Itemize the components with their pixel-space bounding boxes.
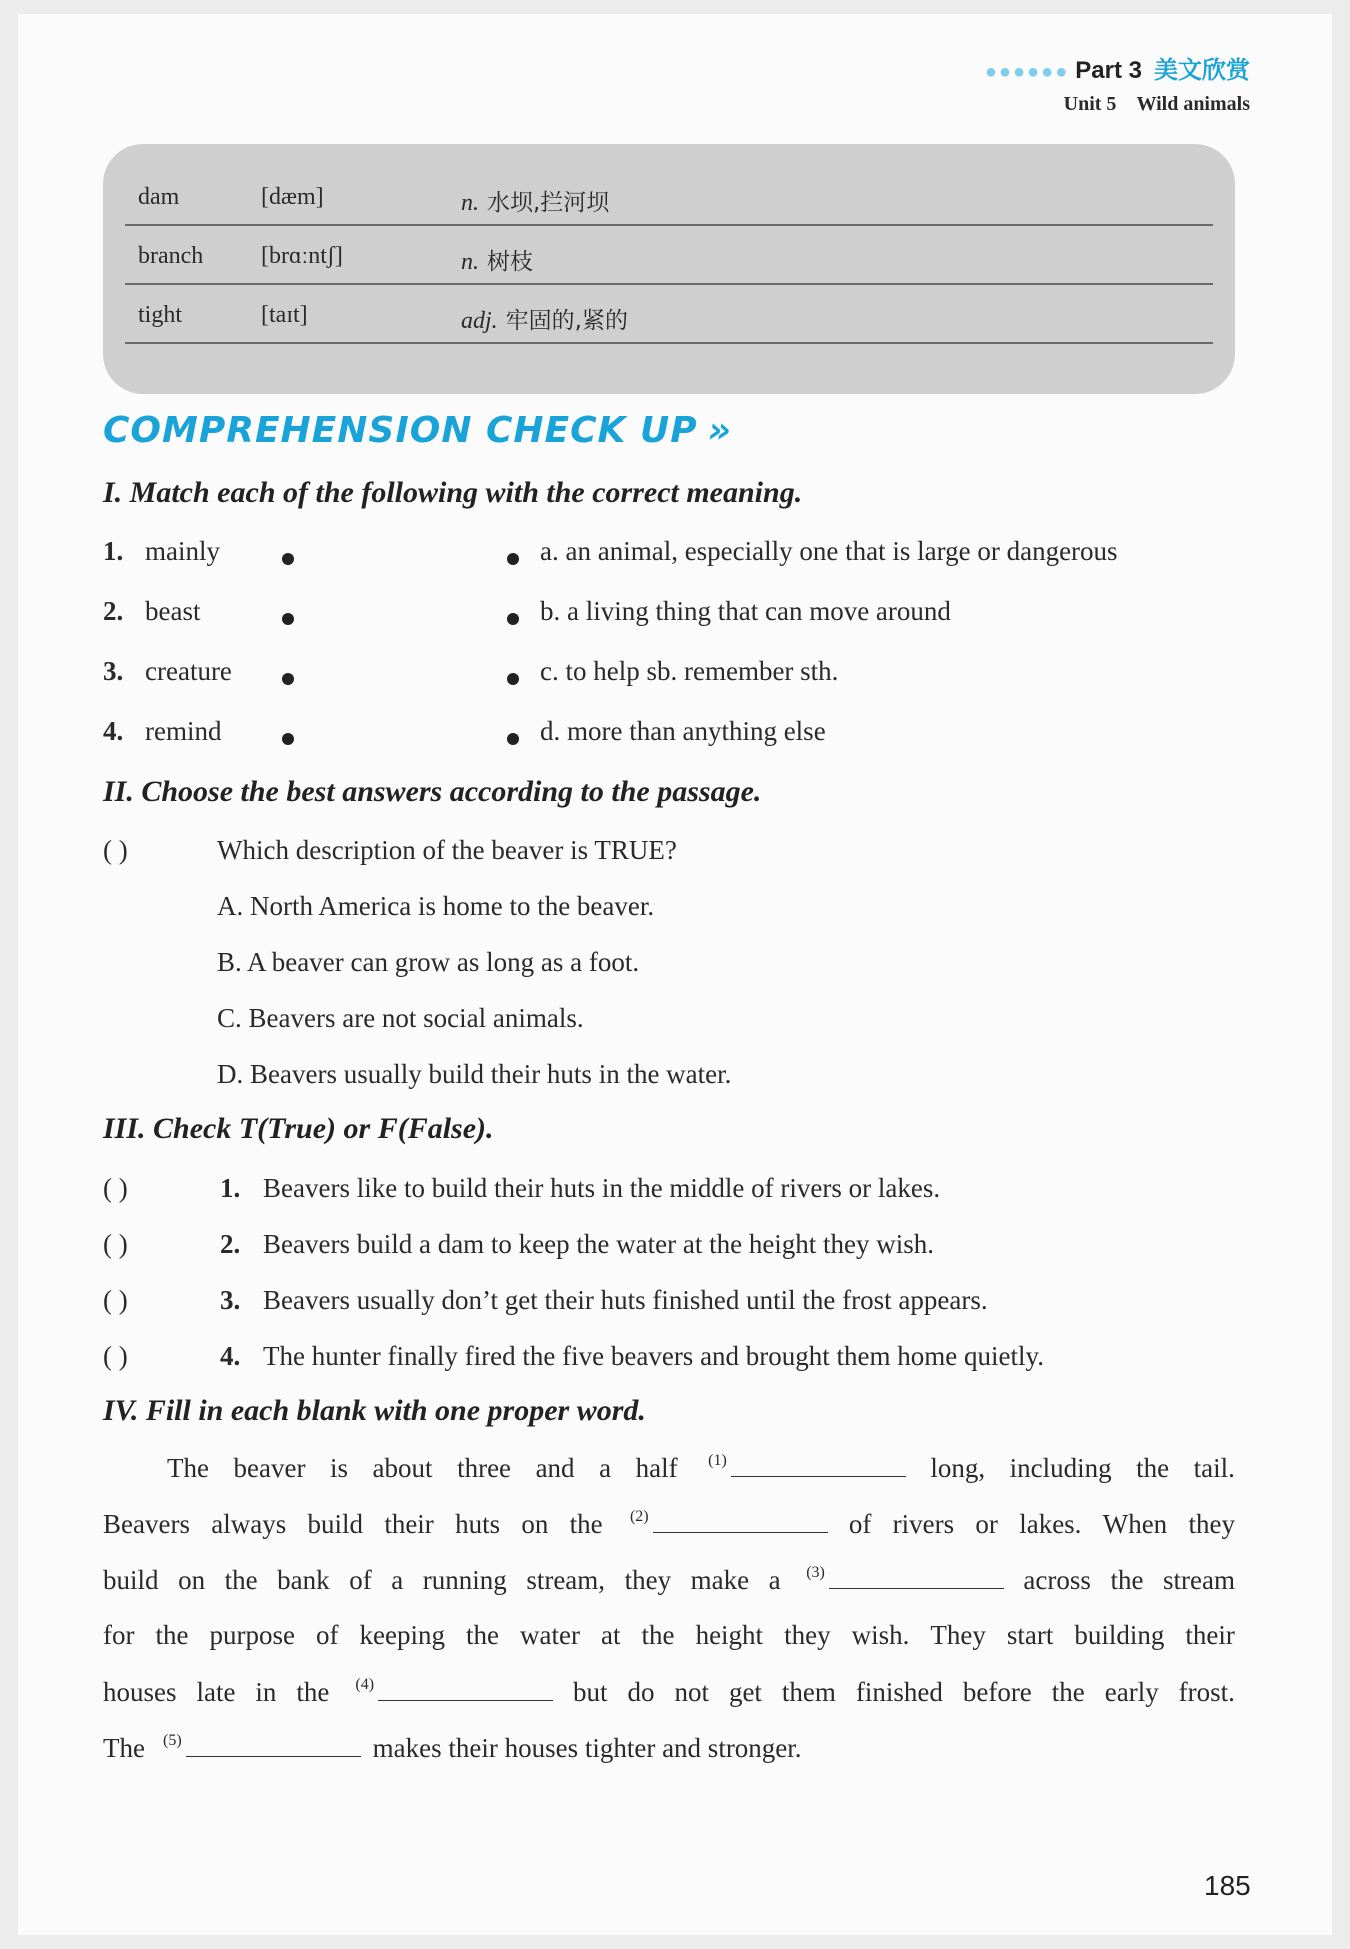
word: do (627, 1677, 655, 1707)
option-c: C. Beavers are not social animals. (217, 1003, 584, 1033)
vocab-meaning (461, 302, 628, 335)
word: them (781, 1677, 836, 1707)
word: is (330, 1453, 349, 1483)
word: of (349, 1565, 372, 1595)
word: The (167, 1453, 209, 1483)
word: across (1023, 1565, 1091, 1595)
word: stream, (526, 1565, 606, 1595)
tf-number: 3. (220, 1285, 241, 1315)
fill-line-4 (103, 1620, 1235, 1676)
page-number: 185 (1204, 1870, 1251, 1901)
word: half (635, 1453, 678, 1483)
blank-4[interactable] (349, 1676, 553, 1708)
match-right-dot[interactable] (507, 613, 519, 625)
tf-statement: Beavers like to build their huts in the middle of rivers or lakes. (263, 1173, 941, 1203)
word: of (848, 1509, 872, 1539)
word: they (624, 1565, 672, 1595)
word: The (103, 1733, 145, 1763)
word: water (520, 1620, 581, 1650)
section3-title: III. Check T(True) or F(False). (103, 1112, 494, 1145)
vocab-pos: adj. (461, 308, 498, 334)
word: at (601, 1620, 621, 1650)
word: the (224, 1565, 258, 1595)
word: or (975, 1509, 998, 1539)
blank-marker: (4) (355, 1676, 375, 1693)
word: houses (103, 1677, 177, 1707)
tf-statement: The hunter finally fired the five beavers and brought them home quietly. (263, 1341, 1044, 1371)
part-label: Part 3 (1075, 57, 1142, 84)
blank-line[interactable] (378, 1676, 553, 1701)
part-title: 美文欣赏 (1154, 56, 1250, 84)
section1-title: I. Match each of the following with the correct meaning. (103, 476, 803, 509)
word: a (391, 1565, 404, 1595)
fill-line-6 (103, 1732, 1235, 1788)
blank-marker: (1) (708, 1452, 727, 1469)
word: the (466, 1620, 500, 1650)
answer-blank[interactable]: ( ) (103, 835, 128, 865)
blank-marker: (5) (162, 1732, 182, 1749)
match-left-dot[interactable] (282, 613, 294, 625)
word: When (1102, 1509, 1168, 1539)
word: before (962, 1677, 1032, 1707)
match-right-dot[interactable] (507, 553, 519, 565)
word: for (103, 1620, 135, 1650)
match-definition: d. more than anything else (540, 716, 826, 746)
match-number: 4. (103, 716, 124, 746)
tf-number: 4. (220, 1341, 241, 1371)
tf-number: 2. (220, 1229, 241, 1259)
match-number: 2. (103, 596, 124, 626)
double-arrow-icon: » (707, 410, 732, 451)
part-heading (985, 50, 1250, 85)
section2-title: II. Choose the best answers according to the passage. (103, 775, 762, 808)
tf-answer-blank[interactable]: ( ) (103, 1173, 128, 1203)
word: on (521, 1509, 549, 1539)
word: height (695, 1620, 764, 1650)
blank-3[interactable] (800, 1564, 1004, 1596)
fill-line-2 (103, 1508, 1235, 1564)
word: and (535, 1453, 575, 1483)
word: bank (277, 1565, 330, 1595)
match-right-dot[interactable] (507, 733, 519, 745)
vocab-meaning (461, 243, 533, 276)
word: lakes. (1019, 1509, 1082, 1539)
decorative-dots: ●●●●●● (984, 61, 1070, 83)
word: get (728, 1677, 762, 1707)
word: late (196, 1677, 236, 1707)
word: beaver (233, 1453, 306, 1483)
word: but (573, 1677, 608, 1707)
word: including (1009, 1453, 1112, 1483)
word: build (103, 1565, 159, 1595)
word: building (1074, 1620, 1165, 1650)
word: the (296, 1677, 330, 1707)
line-text: makes their houses tighter and stronger. (372, 1733, 802, 1763)
tf-statement: Beavers build a dam to keep the water at the height they wish. (263, 1229, 935, 1259)
vocab-pos: n. (461, 190, 479, 216)
question-stem: Which description of the beaver is TRUE? (217, 835, 677, 865)
blank-2[interactable] (624, 1508, 828, 1540)
option-d: D. Beavers usually build their huts in the water. (217, 1059, 732, 1089)
vocab-word: branch (138, 243, 204, 269)
word: They (930, 1620, 986, 1650)
blank-line[interactable] (186, 1732, 361, 1757)
match-word: beast (145, 596, 201, 626)
match-left-dot[interactable] (282, 673, 294, 685)
word: in (255, 1677, 277, 1707)
word: tail. (1193, 1453, 1235, 1483)
word: the (641, 1620, 675, 1650)
vocab-chinese: 水坝,拦河坝 (487, 190, 610, 216)
word: Beavers (103, 1509, 190, 1539)
word: the (1136, 1453, 1170, 1483)
vocab-pos: n. (461, 249, 479, 275)
comprehension-heading (103, 410, 732, 451)
word: long, (930, 1453, 986, 1483)
word: the (569, 1509, 603, 1539)
blank-marker: (2) (629, 1508, 649, 1525)
vocab-phonetic: [dæm] (261, 184, 324, 210)
vocab-phonetic: [taɪt] (261, 302, 308, 328)
unit-title: Wild animals (1136, 93, 1250, 115)
tf-statement: Beavers usually don’t get their huts finished until the frost appears. (263, 1285, 988, 1315)
word: of (316, 1620, 339, 1650)
word: purpose (209, 1620, 295, 1650)
tf-answer-blank[interactable]: ( ) (103, 1341, 128, 1371)
vocab-word: tight (138, 302, 183, 328)
vocab-row (125, 284, 1213, 344)
word: build (307, 1509, 364, 1539)
tf-answer-blank[interactable]: ( ) (103, 1229, 128, 1259)
option-a: A. North America is home to the beaver. (217, 891, 655, 921)
word: always (211, 1509, 287, 1539)
match-word: remind (145, 716, 222, 746)
vocab-row (125, 166, 1213, 226)
fill-line-5 (103, 1676, 1235, 1732)
word: the (1051, 1677, 1085, 1707)
word: three (457, 1453, 512, 1483)
blank-line[interactable] (731, 1452, 906, 1477)
word: the (155, 1620, 189, 1650)
vocab-chinese: 牢固的,紧的 (505, 308, 628, 334)
match-left-dot[interactable] (282, 733, 294, 745)
vocab-chinese: 树枝 (487, 249, 533, 275)
blank-5[interactable] (157, 1732, 361, 1764)
match-definition: a. an animal, especially one that is large or dangerous (540, 536, 1118, 566)
match-right-dot[interactable] (507, 673, 519, 685)
unit-label: Unit 5 (1063, 93, 1117, 115)
word: running (422, 1565, 507, 1595)
word: they (784, 1620, 831, 1650)
word: their (384, 1509, 434, 1539)
word: wish. (851, 1620, 910, 1650)
tf-number: 1. (220, 1173, 241, 1203)
word: a (599, 1453, 612, 1483)
word: not (674, 1677, 709, 1707)
page-header (985, 50, 1250, 116)
word: early (1104, 1677, 1159, 1707)
vocab-phonetic: [brɑːntʃ] (261, 243, 343, 269)
word: a (768, 1565, 781, 1595)
word: finished (855, 1677, 943, 1707)
blank-marker: (3) (806, 1564, 825, 1581)
vocabulary-box (103, 144, 1235, 394)
word: they (1188, 1509, 1235, 1539)
word: frost. (1178, 1677, 1235, 1707)
option-b: B. A beaver can grow as long as a foot. (217, 947, 640, 977)
blank-1[interactable] (702, 1452, 906, 1484)
word: keeping (359, 1620, 446, 1650)
word: their (1185, 1620, 1235, 1650)
section4-title: IV. Fill in each blank with one proper word. (103, 1394, 646, 1427)
match-definition: c. to help sb. remember sth. (540, 656, 839, 686)
vocab-meaning (461, 184, 609, 217)
match-number: 1. (103, 536, 124, 566)
match-left-dot[interactable] (282, 553, 294, 565)
match-word: creature (145, 656, 232, 686)
word: rivers (892, 1509, 955, 1539)
blank-line[interactable] (653, 1508, 828, 1533)
word: the (1110, 1565, 1144, 1595)
word: make (690, 1565, 750, 1595)
tf-answer-blank[interactable]: ( ) (103, 1285, 128, 1315)
fill-line-1 (167, 1452, 1235, 1508)
match-number: 3. (103, 656, 124, 686)
blank-line[interactable] (829, 1564, 1004, 1589)
word: start (1006, 1620, 1054, 1650)
word: about (372, 1453, 433, 1483)
vocab-word: dam (138, 184, 180, 210)
vocab-row (125, 225, 1213, 285)
unit-heading (985, 93, 1250, 116)
match-definition: b. a living thing that can move around (540, 596, 951, 626)
word: huts (455, 1509, 501, 1539)
match-word: mainly (145, 536, 220, 566)
comprehension-title: COMPREHENSION CHECK UP (103, 410, 698, 451)
fill-line-3 (103, 1564, 1235, 1620)
word: on (178, 1565, 206, 1595)
word: stream (1162, 1565, 1235, 1595)
